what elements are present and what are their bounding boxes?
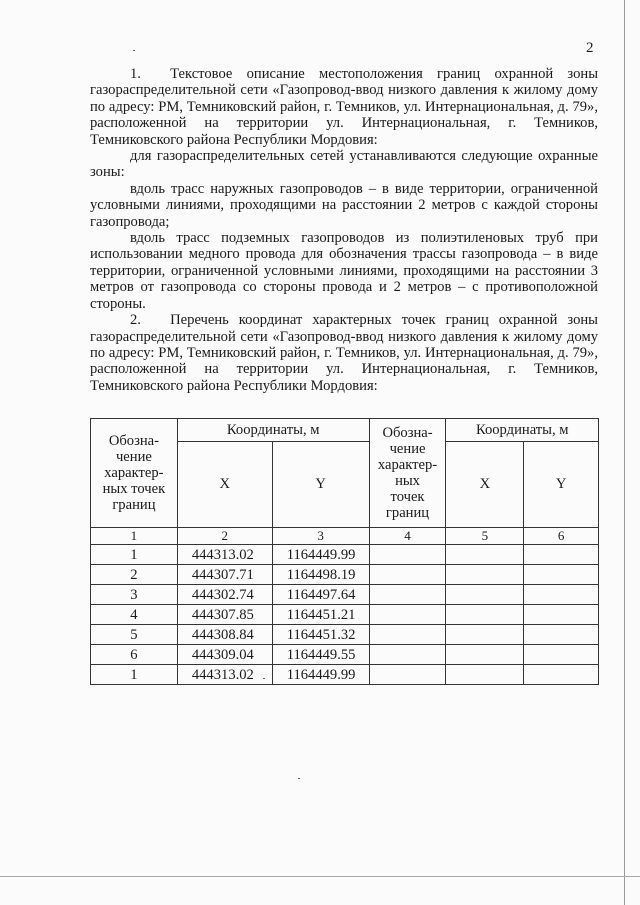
table-row	[91, 605, 599, 625]
empty-cell	[446, 605, 524, 625]
empty-cell	[524, 665, 599, 685]
empty-cell	[446, 625, 524, 645]
empty-cell	[369, 645, 446, 665]
coord-x: 444313.02	[177, 665, 272, 685]
empty-cell	[524, 625, 599, 645]
empty-cell	[524, 645, 599, 665]
paragraph-2: для газораспределительных сетей устанавливаются следующие охранные зоны:	[90, 148, 598, 181]
coord-x: 444309.04	[177, 645, 272, 665]
coord-y: 1164497.64	[272, 585, 369, 605]
table-row	[91, 625, 599, 645]
header-point-mark-right: Обозна- чение характер- ных точек границ	[369, 419, 446, 528]
coord-x: 444307.71	[177, 565, 272, 585]
table-row	[91, 645, 599, 665]
coord-y: 1164451.21	[272, 605, 369, 625]
empty-cell	[524, 565, 599, 585]
page-number: 2	[586, 40, 594, 56]
point-id: 4	[91, 605, 178, 625]
table-row	[91, 565, 599, 585]
coord-y: 1164451.32	[272, 625, 369, 645]
empty-cell	[446, 565, 524, 585]
empty-cell	[369, 565, 446, 585]
coord-y: 1164449.99	[272, 665, 369, 685]
col-number: 6	[524, 528, 599, 545]
coord-x: 444313.02	[177, 545, 272, 565]
header-y-left: Y	[272, 441, 369, 528]
col-number: 3	[272, 528, 369, 545]
empty-cell	[524, 545, 599, 565]
empty-cell	[369, 625, 446, 645]
scan-edge-right	[624, 0, 625, 905]
header-y-right: Y	[524, 441, 599, 528]
empty-cell	[446, 665, 524, 685]
col-number: 5	[446, 528, 524, 545]
empty-cell	[369, 605, 446, 625]
empty-cell	[369, 585, 446, 605]
point-id: 5	[91, 625, 178, 645]
header-coordinates-right: Координаты, м	[446, 419, 599, 442]
table-row	[91, 545, 599, 565]
point-id: 6	[91, 645, 178, 665]
col-number: 4	[369, 528, 446, 545]
header-x-left: X	[177, 441, 272, 528]
coord-y: 1164449.55	[272, 645, 369, 665]
empty-cell	[524, 585, 599, 605]
coordinates-table	[90, 418, 599, 685]
coord-x: 444302.74	[177, 585, 272, 605]
header-coordinates-left: Координаты, м	[177, 419, 369, 442]
header-point-mark-left: Обозна- чение характер- ных точек границ	[91, 419, 178, 528]
scan-speck	[133, 50, 135, 51]
col-number: 2	[177, 528, 272, 545]
paragraph-5: 2. Перечень координат характерных точек границ охранной зоны газораспределительной сети «Газопровод-ввод низкого давления к жилому дому по адресу: РМ, Темниковский район, г. Темников, ул. Интернациональная, д. 79», расположенной на территории ул. Интернациональная, г. Темников, Темниковского района Республики Мордовия:	[90, 312, 598, 394]
scan-speck	[263, 678, 265, 679]
scan-speck	[298, 778, 300, 779]
column-number-row	[91, 528, 599, 545]
table-row	[91, 585, 599, 605]
point-id: 2	[91, 565, 178, 585]
point-id: 3	[91, 585, 178, 605]
scan-edge-bottom	[0, 876, 640, 877]
empty-cell	[369, 665, 446, 685]
empty-cell	[446, 645, 524, 665]
point-id: 1	[91, 545, 178, 565]
empty-cell	[369, 545, 446, 565]
col-number: 1	[91, 528, 178, 545]
paragraph-4: вдоль трасс подземных газопроводов из полиэтиленовых труб при использовании медного провода для обозначения трассы газопровода – в виде территории, ограниченной условными линиями, проходящими на расстоянии 3 метров от газопровода со стороны провода и 2 метров – с противоположной стороны.	[90, 230, 598, 312]
empty-cell	[446, 545, 524, 565]
empty-cell	[524, 605, 599, 625]
header-x-right: X	[446, 441, 524, 528]
document-body	[90, 66, 598, 394]
coord-x: 444307.85	[177, 605, 272, 625]
paragraph-3: вдоль трасс наружных газопроводов – в виде территории, ограниченной условными линиями, проходящими на расстоянии 2 метров с каждой стороны газопровода;	[90, 180, 598, 230]
point-id: 1	[91, 665, 178, 685]
table-row	[91, 665, 599, 685]
coord-y: 1164449.99	[272, 545, 369, 565]
empty-cell	[446, 585, 524, 605]
paragraph-1: 1. Текстовое описание местоположения границ охранной зоны газораспределительной сети «Газопровод-ввод низкого давления к жилому дому по адресу: РМ, Темниковский район, г. Темников, ул. Интернациональная, д. 79», расположенной на территории ул. Интернациональная, г. Темников, Темниковского района Республики Мордовия:	[90, 66, 598, 148]
coord-y: 1164498.19	[272, 565, 369, 585]
coord-x: 444308.84	[177, 625, 272, 645]
